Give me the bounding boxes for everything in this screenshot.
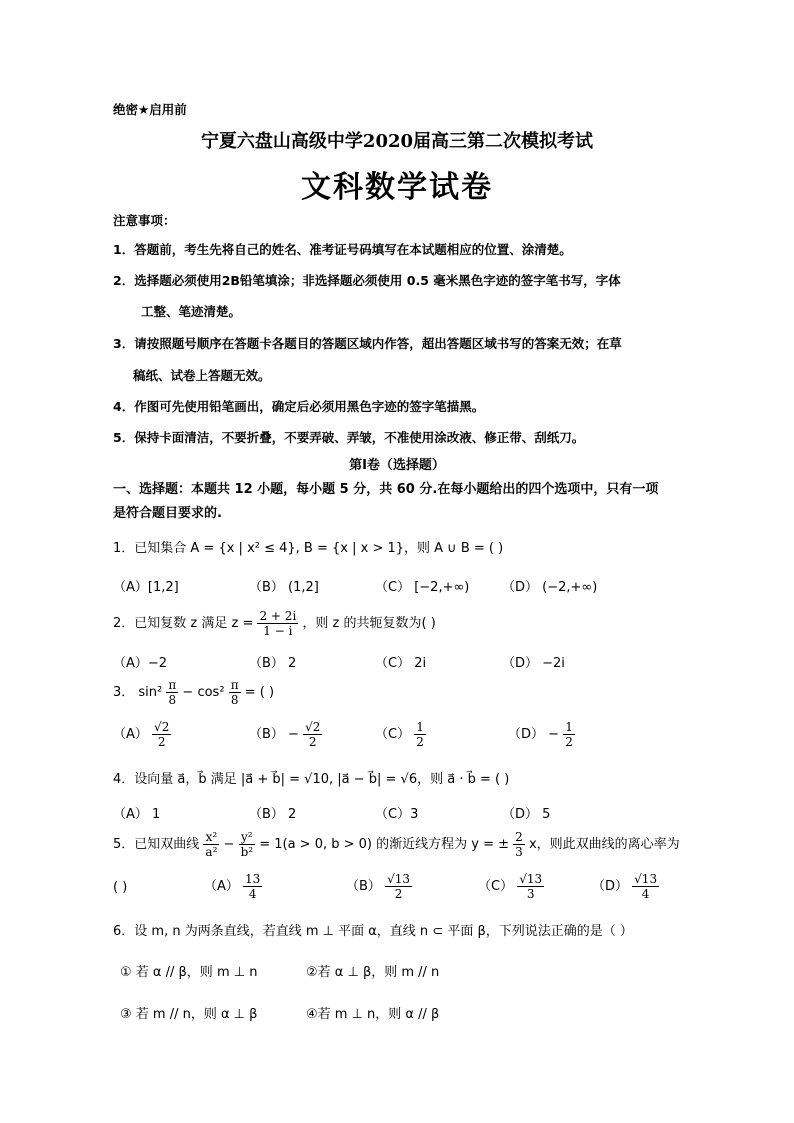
q2-option-d: （D） −2i — [502, 656, 565, 671]
q3-c-num: 1 — [416, 720, 424, 734]
q5-k-fraction — [513, 830, 525, 859]
q5-answer-blank: ( ) — [113, 880, 128, 895]
q3-option-d — [508, 720, 575, 749]
section-title: 第Ⅰ卷（选择题） — [349, 458, 445, 473]
q1-option-a: （A）[1,2] — [113, 580, 179, 595]
q5-option-c-label: （C） — [478, 879, 514, 894]
question-6-stem: 6．设 m, n 为两条直线，若直线 m ⊥ 平面 α，直线 n ⊂ 平面 β，下列说法正确的是（ ） — [113, 924, 633, 939]
q3-a-num: √2 — [154, 720, 170, 734]
q4-option-a: （A） 1 — [113, 807, 161, 822]
q3-b-fraction — [303, 720, 322, 749]
q5-c-num: √13 — [519, 872, 543, 886]
note-item: 工整、笔迹清楚。 — [141, 304, 242, 319]
q2-option-b: （B） 2 — [249, 656, 297, 671]
q3-stem-start: 3． sin² — [113, 685, 163, 700]
q1-option-b: （B） (1,2] — [249, 580, 319, 595]
q5-y-num: y² — [239, 830, 256, 845]
q5-option-b-label: （B） — [346, 879, 381, 894]
q5-stem-mid: = 1(a > 0, b > 0) 的渐近线方程为 y = ± — [259, 837, 510, 852]
q5-c-fraction — [517, 872, 544, 901]
note-item: 3．请按照题号顺序在答题卡各题目的答题区域内作答，超出答题区域书写的答案无效；在草 — [113, 336, 622, 351]
q5-b-num: √13 — [387, 872, 410, 886]
q5-option-a — [204, 872, 262, 901]
q5-a-fraction — [243, 872, 262, 901]
q5-x-den: a² — [205, 845, 218, 859]
q3-option-c-label: （C） — [375, 727, 411, 742]
question-2-stem — [113, 609, 436, 638]
q5-option-a-label: （A） — [204, 879, 239, 894]
note-item: 1．答题前，考生先将自己的姓名、准考证号码填写在本试题相应的位置、涂清楚。 — [113, 242, 572, 257]
q6-statement-1: ① 若 α // β，则 m ⊥ n — [120, 965, 258, 980]
q3-c-fraction — [414, 720, 426, 749]
q6-statement-2: ②若 α ⊥ β，则 m // n — [306, 965, 440, 980]
q3-stem-end: = ( ) — [244, 685, 275, 700]
section-intro-cont: 是符合题目要求的. — [113, 506, 222, 521]
section-intro: 一、选择题：本题共 12 小题，每小题 5 分，共 60 分.在每小题给出的四个选项中，只有一项 — [113, 482, 659, 497]
q3-a-den: 2 — [157, 735, 166, 749]
q5-x-num: x² — [203, 830, 219, 845]
q5-stem-end: x，则此双曲线的离心率为 — [528, 837, 680, 852]
q3-fraction-2 — [229, 678, 241, 707]
note-item: 5．保持卡面清洁，不要折叠，不要弄破、弄皱，不准使用涂改液、修正带、刮纸刀。 — [113, 430, 585, 445]
note-item: 稿纸、试卷上答题无效。 — [133, 368, 271, 383]
q4-option-c: （C）3 — [375, 807, 419, 822]
q2-option-a: （A）−2 — [113, 656, 168, 671]
q3-f1-num: π — [168, 678, 177, 692]
q3-b-den: 2 — [308, 735, 317, 749]
q5-stem-start: 5．已知双曲线 — [113, 837, 200, 852]
q3-fraction-1 — [166, 678, 178, 707]
q3-d-den: 2 — [565, 735, 573, 749]
q5-b-fraction — [385, 872, 412, 901]
q5-option-b — [346, 872, 412, 901]
q5-d-den: 4 — [641, 887, 650, 901]
note-item: 4．作图可先使用铅笔画出，确定后必须用黑色字迹的签字笔描黑。 — [113, 399, 485, 414]
q1-option-c: （C） [−2,+∞) — [375, 580, 470, 595]
q5-x-fraction — [203, 830, 219, 859]
q2-fraction — [257, 609, 298, 638]
q6-statement-3: ③ 若 m // n，则 α ⊥ β — [120, 1007, 258, 1022]
q1-option-d: （D） (−2,+∞) — [502, 580, 598, 595]
q3-f1-den: 8 — [168, 693, 177, 707]
q5-d-num: √13 — [634, 872, 658, 886]
q3-option-c — [375, 720, 426, 749]
q5-a-num: 13 — [245, 872, 261, 886]
q2-denominator: 1 − i — [263, 624, 293, 638]
exam-subtitle: 文科数学试卷 — [301, 170, 493, 205]
q3-c-den: 2 — [416, 735, 424, 749]
q2-numerator: 2 + 2i — [259, 609, 297, 623]
q5-a-den: 4 — [248, 887, 257, 901]
q2-stem-start: 2．已知复数 z 满足 z = — [113, 616, 254, 631]
q5-y-fraction — [239, 830, 256, 859]
q3-option-a — [113, 720, 171, 749]
question-3-stem — [113, 678, 274, 707]
q6-statement-4: ④若 m ⊥ n，则 α // β — [306, 1007, 440, 1022]
q5-k-den: 3 — [515, 845, 523, 859]
q3-option-a-label: （A） — [113, 727, 148, 742]
q3-d-num: 1 — [565, 720, 573, 734]
q5-minus: − — [223, 837, 235, 852]
question-1-stem: 1．已知集合 A = {x | x² ≤ 4}, B = {x | x > 1}，则 A ∪ B = ( ) — [113, 541, 504, 556]
q3-f2-num: π — [230, 678, 239, 692]
q3-option-d-label: （D） − — [508, 727, 560, 742]
q2-option-c: （C） 2i — [375, 656, 427, 671]
q3-d-fraction — [563, 720, 575, 749]
q3-a-fraction — [152, 720, 171, 749]
q4-option-d: （D） 5 — [502, 807, 551, 822]
question-4-stem: 4．设向量 a⃗，b⃗ 满足 |a⃗ + b⃗| = √10, |a⃗ − b⃗| = √6，则 a⃗ · b⃗ = ( ) — [113, 772, 510, 787]
notes-heading: 注意事项： — [113, 213, 176, 228]
q5-y-den: b² — [240, 845, 254, 859]
q5-k-num: 2 — [515, 830, 523, 844]
question-5-stem — [113, 830, 680, 859]
secret-label: 绝密★启用前 — [113, 102, 187, 117]
q5-option-d-label: （D） — [592, 879, 629, 894]
note-item: 2．选择题必须使用2B铅笔填涂；非选择题必须使用 0.5 毫米黑色字迹的签字笔书写，字体 — [113, 273, 621, 288]
q5-option-c — [478, 872, 544, 901]
q4-option-b: （B） 2 — [249, 807, 297, 822]
q3-b-num: √2 — [305, 720, 321, 734]
q5-option-d — [592, 872, 659, 901]
q5-d-fraction — [632, 872, 659, 901]
q5-c-den: 3 — [526, 887, 535, 901]
q2-stem-end: ，则 z 的共轭复数为( ) — [302, 616, 436, 631]
q5-b-den: 2 — [394, 887, 403, 901]
q3-option-b — [249, 720, 322, 749]
q3-stem-mid: − cos² — [182, 685, 225, 700]
q3-option-b-label: （B） − — [249, 727, 299, 742]
q3-f2-den: 8 — [230, 693, 239, 707]
exam-title: 宁夏六盘山高级中学2020届高三第二次模拟考试 — [200, 131, 594, 152]
